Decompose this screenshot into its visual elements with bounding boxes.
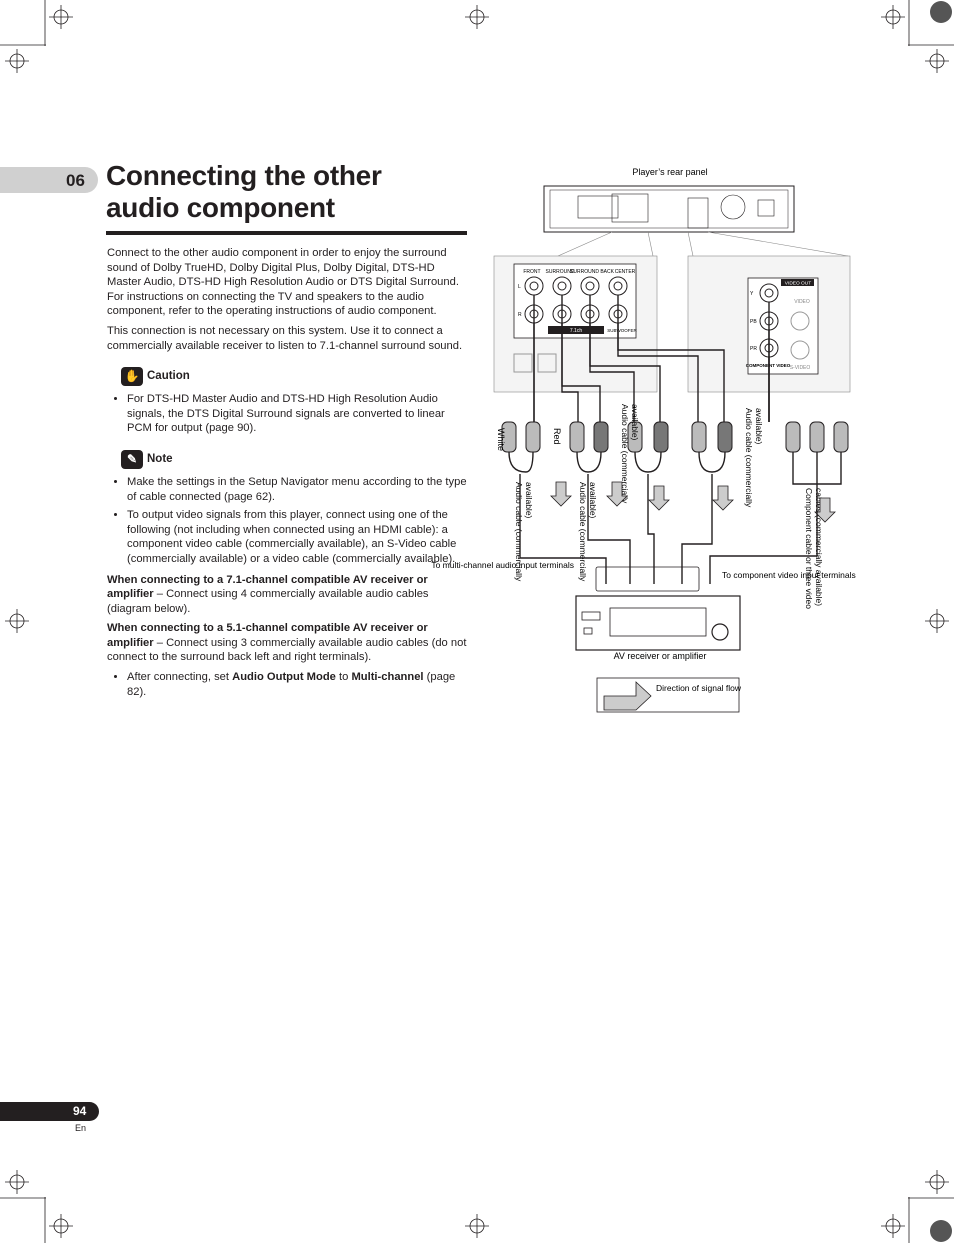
conn-51-paragraph: When connecting to a 5.1-channel compatible AV receiver or amplifier – Connect using 3 commercially available audio cables (do not connect to the surround back left and right terminals).	[107, 622, 467, 664]
list-item: • To output video signals from this player, connect using one of the following (not including when connected using an HDMI cable): a component video cable (commercially available), an S-Video cable (commercially available) or a video cable (commercially available).	[127, 508, 467, 566]
svg-text:SURROUND: SURROUND	[545, 269, 575, 275]
svg-text:Audio cable (commerciallyavail: Audio cable (commerciallyavailable)	[514, 482, 534, 582]
chapter-number: 06	[66, 171, 85, 190]
svg-text:R: R	[518, 312, 522, 318]
caution-hand-icon: ✋	[121, 367, 143, 386]
title-rule	[106, 231, 467, 235]
svg-text:L: L	[518, 284, 521, 290]
svg-text:7.1ch: 7.1ch	[569, 328, 583, 334]
player-rear-panel	[544, 186, 794, 232]
intro-paragraph-1: Connect to the other audio component in order to enjoy the surround sound of Dolby TrueHD, Dolby Digital Plus, Dolby Digital, DTS-HD Master Audio, DTS-HD High Resolution Audio or DTS Digital Surround. For instructions on connecting the TV and speakers to the audio component, refer to the operating instructions of audio component.	[107, 247, 459, 318]
note-heading: ✎ Note	[121, 450, 467, 469]
svg-text:SUBWOOFER: SUBWOOFER	[607, 328, 637, 333]
conn-71-paragraph: When connecting to a 7.1-channel compatible AV receiver or amplifier – Connect using 4 commercially available audio cables (diagram below).	[107, 573, 429, 615]
page-title: Connecting the other audio component	[106, 160, 382, 223]
caution-heading: ✋ Caution	[121, 367, 467, 386]
list-item: • For DTS-HD Master Audio and DTS-HD High Resolution Audio signals, the DTS Digital Surround signals are converted to linear PCM for output (page 90).	[127, 392, 467, 436]
svg-text:To multi-channel audio input t: To multi-channel audio input terminals	[431, 560, 574, 570]
svg-text:White: White	[496, 428, 506, 452]
svg-text:COMPONENT VIDEO: COMPONENT VIDEO	[745, 363, 791, 368]
list-item: • Make the settings in the Setup Navigator menu according to the type of cable connected (page 62).	[127, 475, 467, 504]
svg-text:AV receiver or amplifier: AV receiver or amplifier	[613, 651, 707, 661]
svg-text:VIDEO: VIDEO	[794, 299, 810, 305]
svg-text:VIDEO OUT: VIDEO OUT	[784, 281, 812, 287]
svg-text:Red: Red	[552, 428, 562, 445]
caution-list	[107, 392, 467, 436]
note-list	[107, 475, 467, 567]
svg-text:PR: PR	[750, 346, 757, 352]
svg-text:FRONT: FRONT	[523, 269, 541, 275]
body-text	[107, 246, 467, 705]
svg-text:Audio cable (commerciallyavail: Audio cable (commerciallyavailable)	[744, 408, 764, 508]
svg-text:PB: PB	[750, 319, 757, 325]
svg-text:S-VIDEO: S-VIDEO	[789, 365, 811, 371]
svg-text:Direction of signal flow: Direction of signal flow	[656, 683, 742, 693]
page-number: 94	[73, 1104, 87, 1118]
list-item: • After connecting, set Audio Output Mode to Multi-channel (page 82).	[127, 670, 467, 699]
svg-text:CENTER: CENTER	[614, 269, 636, 275]
after-list	[107, 670, 467, 699]
intro-paragraph-2: This connection is not necessary on this system. Use it to connect a commercially available receiver to listen to 7.1-channel surround sound.	[107, 324, 463, 352]
svg-text:Component cable or three video: Component cable or three videocables (commercially available)	[804, 488, 824, 609]
rear-panel-label: Player’s rear panel	[632, 167, 708, 177]
pencil-icon: ✎	[121, 450, 143, 469]
connection-diagram	[431, 160, 868, 720]
svg-text:SURROUND BACK: SURROUND BACK	[570, 269, 614, 275]
av-receiver	[576, 596, 740, 650]
svg-text:Audio cable (commerciallyavail: Audio cable (commerciallyavailable)	[578, 482, 598, 582]
svg-text:Y: Y	[750, 291, 754, 297]
svg-text:Audio cable (commerciallyavail: Audio cable (commerciallyavailable)	[620, 404, 640, 504]
svg-text:To component video input termi: To component video input terminals	[722, 570, 856, 580]
page-language: En	[75, 1123, 87, 1133]
